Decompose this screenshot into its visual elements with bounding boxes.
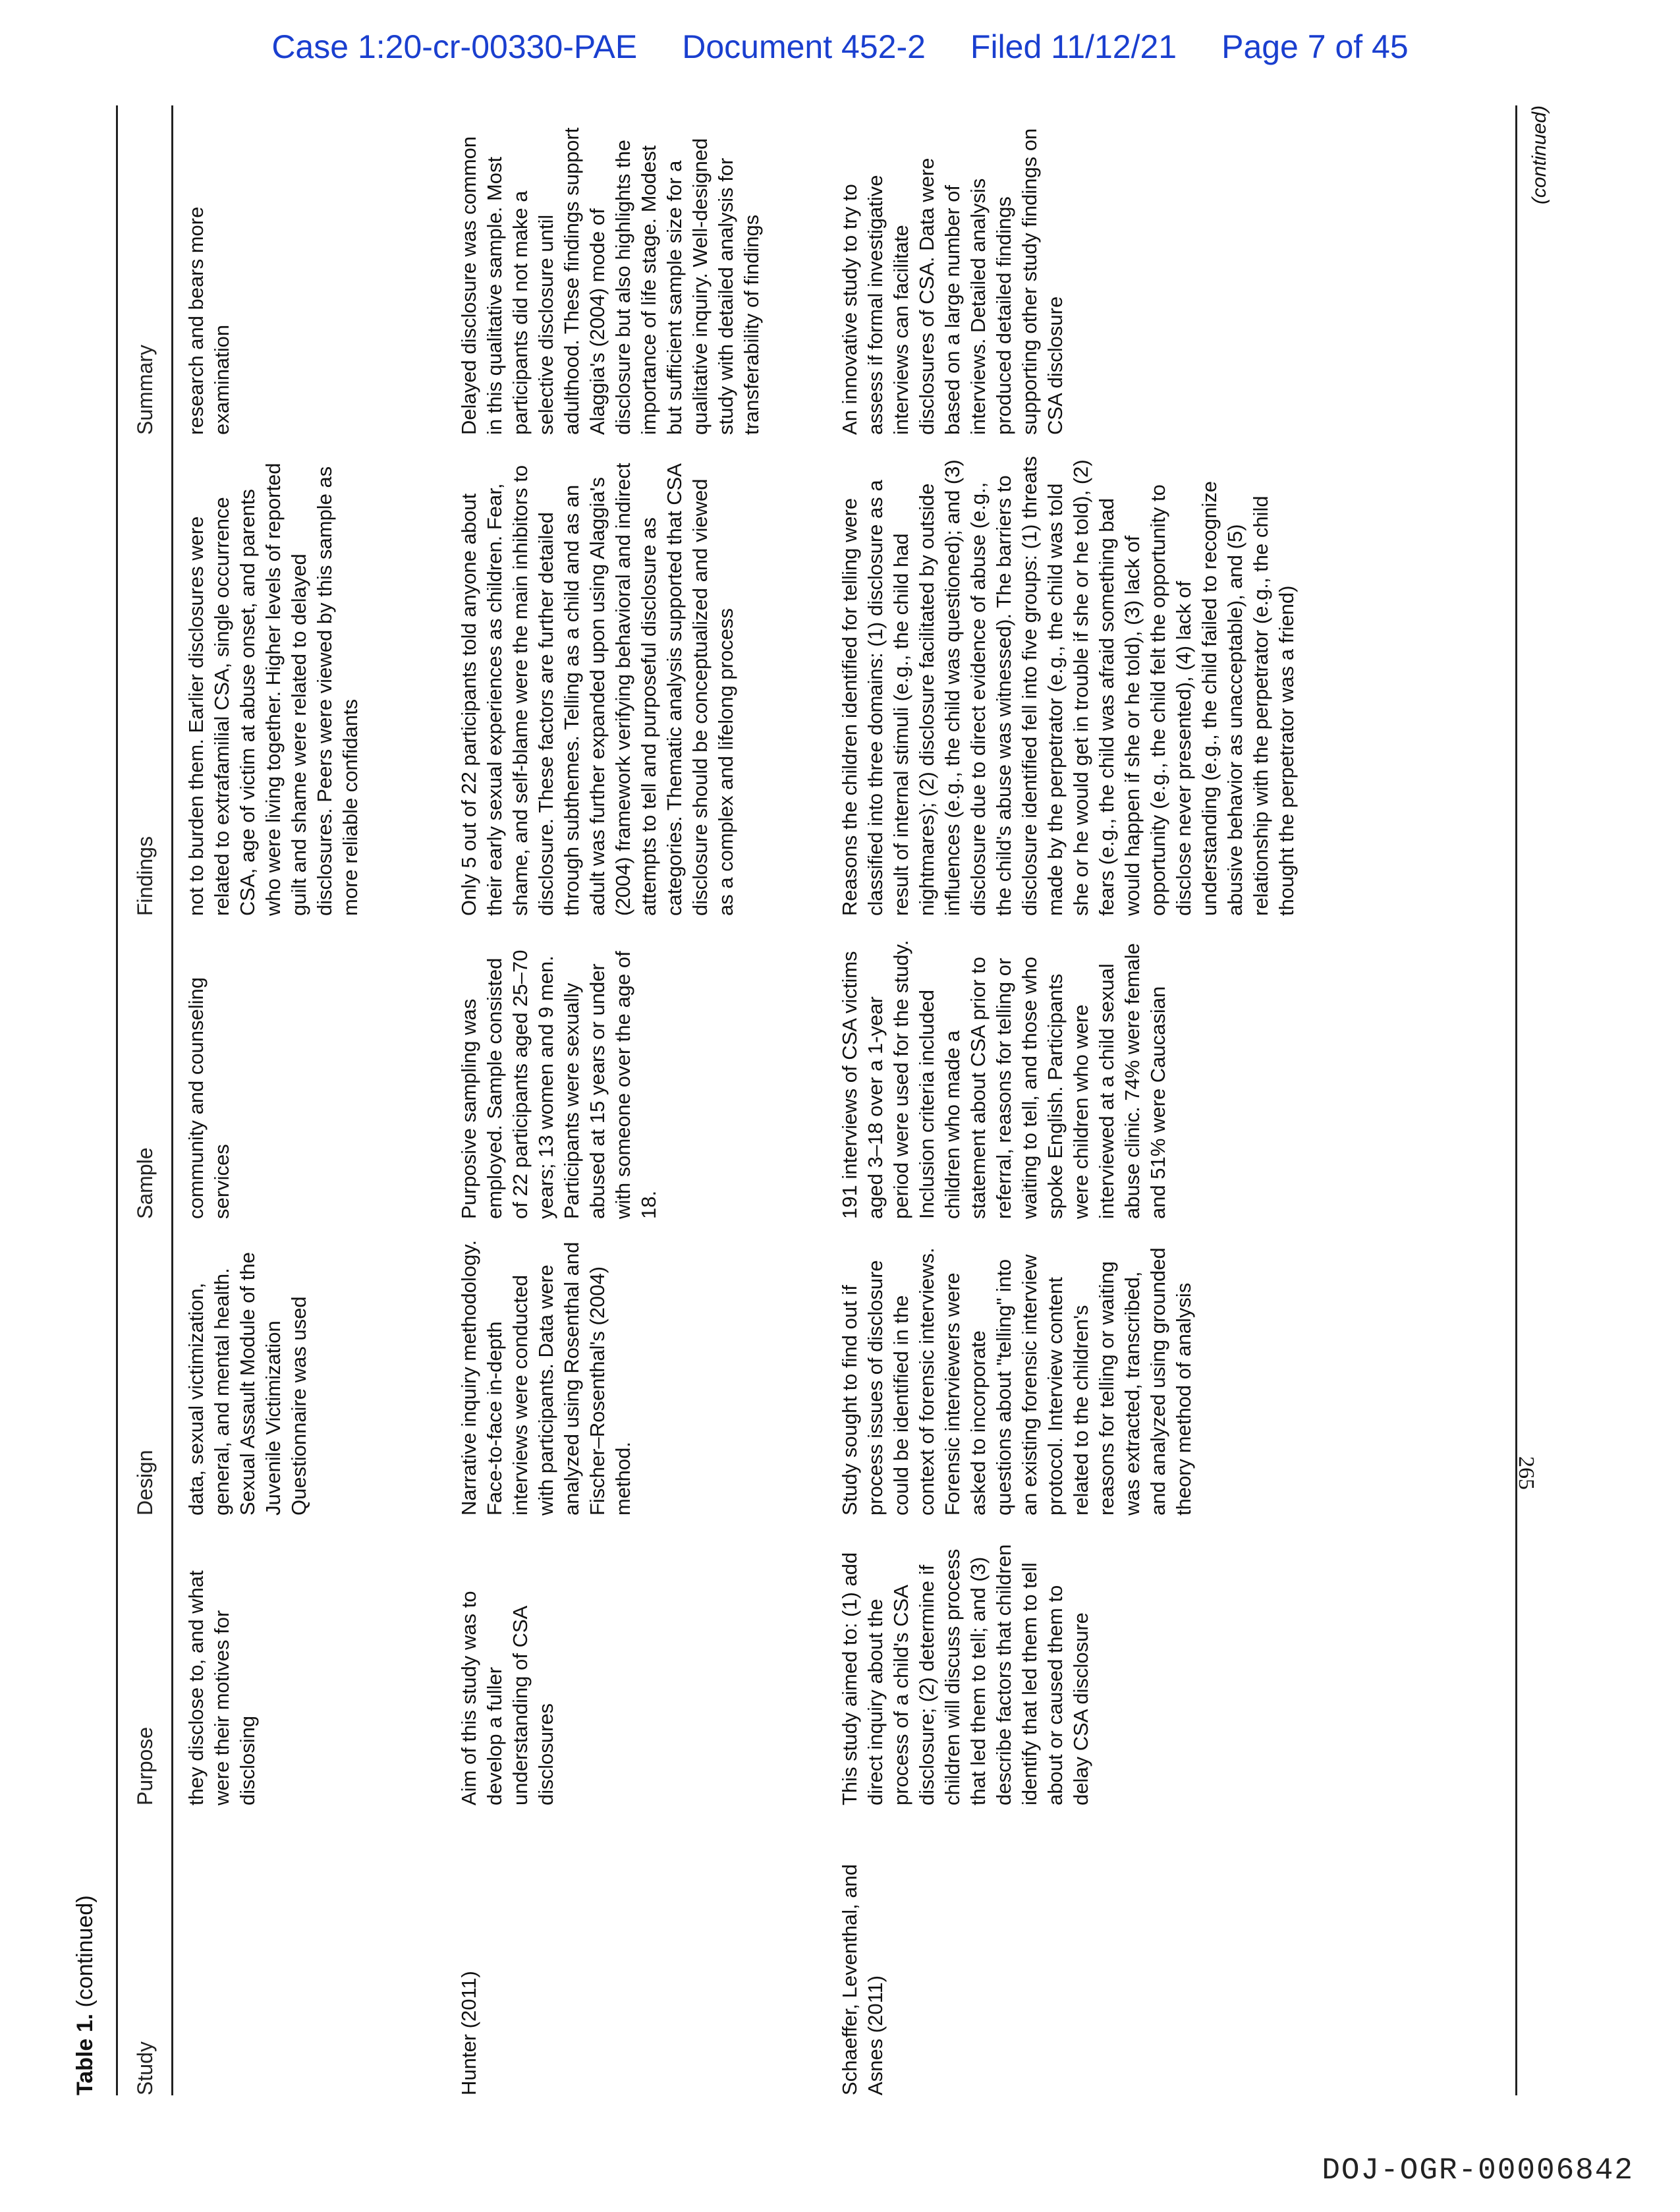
row-1-summary: Delayed disclosure was common in this qualitative sample. Most participants did not make a selective disclosure until adulthood. These findings support Alaggia's (2004) mode of disclosure but also highlights the importance of life stage. Modest but sufficient sample size for a qualitative inquiry. Well-designed study with detailed analysis for transferability of findings (457, 127, 763, 435)
row-0-summary: research and bears more examination (184, 206, 233, 435)
bates-number: DOJ-OGR-00006842 (1322, 2153, 1634, 2188)
row-1-findings: Only 5 out of 22 participants told anyone about their early sexual experiences as children. Fear, shame, and self-blame were the main inhibitors to disclosure. These factors are further detailed through subthemes. Telling as a child and as an adult was further expanded upon using Alaggia's (2004) framework verifying behavioral and indirect attempts to tell and purposeful disclosure as categories. Thematic analysis supported that CSA disclosure should be conceptualized and viewed as a complex and lifelong process (457, 463, 737, 916)
filed-date: Filed 11/12/21 (970, 28, 1177, 65)
case-number: Case 1:20-cr-00330-PAE (271, 28, 638, 65)
row-2-findings: Reasons the children identified for telling were classified into three domains: (1) disclosure as a result of internal stimuli (e.g., the child had nightmares); (2) disclosure facilitated by outside influences (e.g., the child was questioned); and (3) disclosure due to direct evidence of abuse (e.g., the child's abuse was witnessed). The barriers to disclosure identified fell into five groups: (1) threats made by the perpetrator (e.g., the child was told she or he would get in trouble if she or he told), (2) fears (e.g., the child was afraid something bad would happen if she or he told), (3) lack of opportunity (e.g., the child felt the opportunity to disclose never presented), (4) lack of understanding (e.g., the child failed to recognize abusive behavior as unacceptable), and (5) relationship with the perpetrator (e.g., the child thought the perpetrator was a friend) (838, 456, 1298, 916)
row-1-sample: Purposive sampling was employed. Sample consisted of 22 participants aged 25–70 years; 13 women and 9 men. Participants were sexually abused at 15 years or under with someone over the age of 18. (457, 950, 660, 1219)
row-2-design: Study sought to find out if process issues of disclosure could be identified in the context of forensic interviews. Forensic interviewers were asked to incorporate questions about "telling" into an existing forensic interview protocol. Interview content related to the children's reasons for telling or waiting was extracted, transcribed, and analyzed using grounded theory method of analysis (838, 1247, 1195, 1516)
column-header-purpose: Purpose (133, 1726, 157, 1805)
column-header-design: Design (133, 1450, 157, 1516)
rotated-table-page (72, 105, 1550, 2095)
court-filing-header (0, 28, 1680, 66)
row-0-design: data, sexual victimization, general, and mental health. Sexual Assault Module of the Juvenile Victimization Questionnaire was used (184, 1252, 310, 1516)
table-title-number: Table 1. (72, 2013, 98, 2095)
page-count: Page 7 of 45 (1221, 28, 1409, 65)
row-0-findings: not to burden them. Earlier disclosures were related to extrafamilial CSA, single occurrence CSA, age of victim at abuse onset, and parents who were living together. Higher levels of reported guilt and shame were related to delayed disclosures. Peers were viewed by this sample as more reliable confidants (184, 463, 362, 916)
header-bottom-rule (171, 105, 173, 2095)
table-title-suffix: (continued) (72, 1895, 98, 2014)
document-number: Document 452-2 (682, 28, 926, 65)
column-header-study: Study (133, 2041, 157, 2095)
row-2-sample: 191 interviews of CSA victims aged 3–18 over a 1-year period were used for the study. Inclusion criteria included children who made a statement about CSA prior to referral, reasons for telling or waiting to tell, and those who spoke English. Participants were children who were interviewed at a child sexual abuse clinic. 74% were female and 51% were Caucasian (838, 940, 1169, 1219)
table-title (72, 1895, 98, 2095)
journal-page-number: 265 (1514, 1456, 1538, 1490)
continued-note: (continued) (1528, 105, 1550, 205)
row-1-design: Narrative inquiry methodology. Face-to-face in-depth interviews were conducted with participants. Data were analyzed using Rosenthal and Fischer–Rosenthal's (2004) method. (457, 1239, 634, 1516)
row-1-purpose: Aim of this study was to develop a fuller understanding of CSA disclosures (457, 1591, 557, 1805)
column-header-sample: Sample (133, 1147, 157, 1219)
row-1-study: Hunter (2011) (457, 1971, 480, 2095)
table-bottom-rule (1515, 105, 1517, 2095)
column-header-findings: Findings (133, 836, 157, 916)
row-2-study: Schaeffer, Leventhal, and Asnes (2011) (838, 1863, 887, 2095)
row-0-purpose: they disclose to, and what were their motives for disclosing (184, 1570, 259, 1805)
row-2-purpose: This study aimed to: (1) add direct inquiry about the process of a child's CSA disclosure; (2) determine if children will discuss process that led them to tell; and (3) describe factors that children identify that led them to tell about or caused them to delay CSA disclosure (838, 1544, 1092, 1805)
row-0-sample: community and counseling services (184, 977, 233, 1219)
column-header-summary: Summary (133, 345, 157, 435)
row-2-summary: An innovative study to try to assess if formal investigative interviews can facilitate disclosures of CSA. Data were based on a large number of interviews. Detailed analysis produced detailed findings supporting other study findings on CSA disclosure (838, 128, 1067, 435)
table-top-rule (116, 105, 118, 2095)
